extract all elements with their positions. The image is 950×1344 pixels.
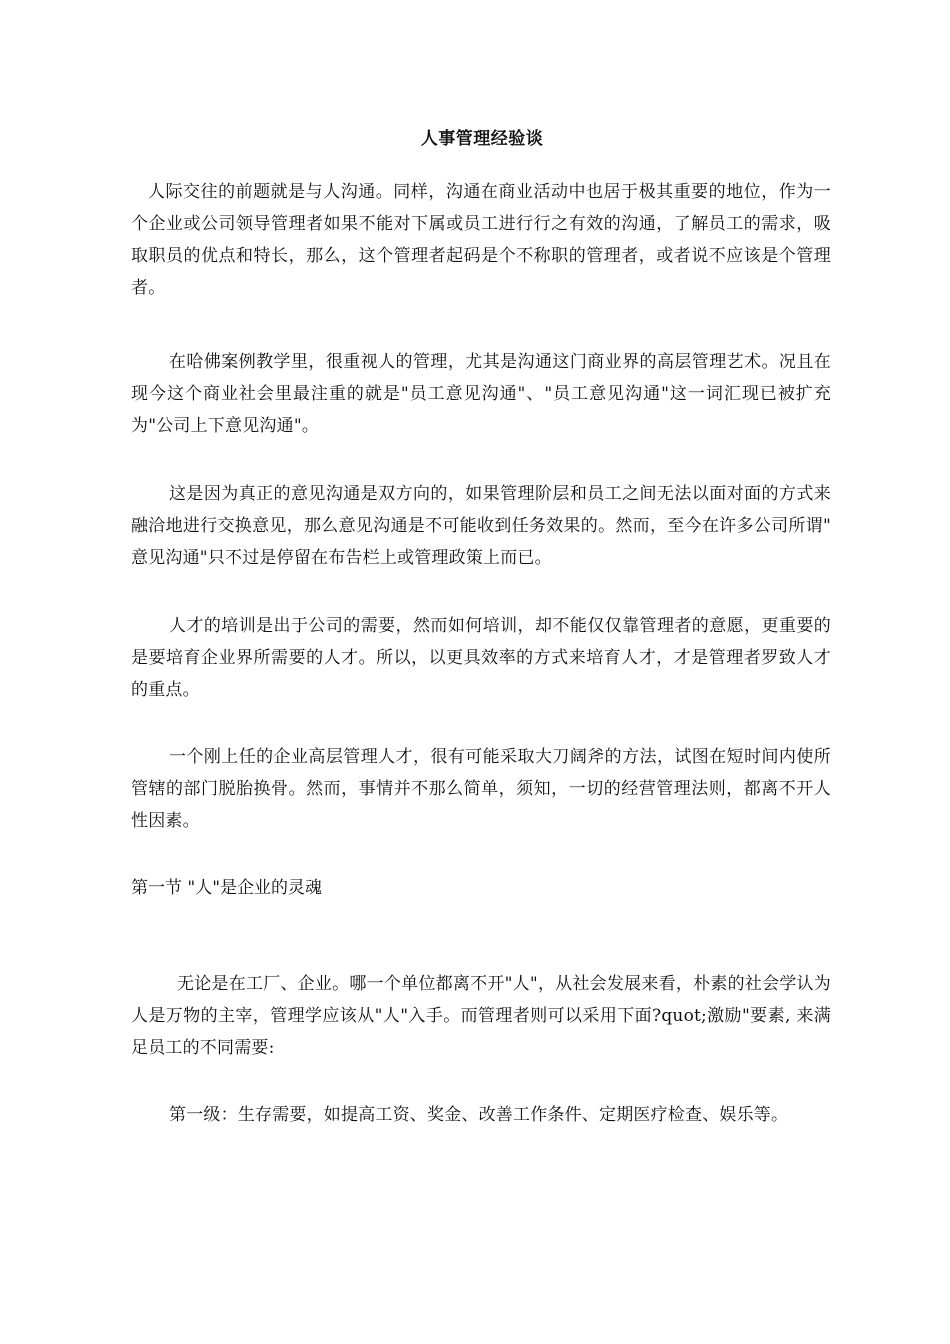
paragraph: 人才的培训是出于公司的需要，然而如何培训，却不能仅仅靠管理者的意愿，更重要的是要培育企业界所需要的人才。所以，以更具效率的方式来培育人才，才是管理者罗致人才的重点。 [131,616,831,700]
paragraph: 这是因为真正的意见沟通是双方向的，如果管理阶层和员工之间无法以面对面的方式来融洽地进行交换意见，那么意见沟通是不可能收到任务效果的。然而，至今在许多公司所谓" 意见沟通"只不过是停留在布告栏上或管理政策上而已。 [131,484,831,568]
section-heading: 第一节 "人"是企业的灵魂 [131,878,323,898]
paragraph: 第一级：生存需要，如提高工资、奖金、改善工作条件、定期医疗检查、娱乐等。 [169,1105,789,1125]
document-title: 人事管理经验谈 [420,129,544,149]
paragraph: 人际交往的前题就是与人沟通。同样，沟通在商业活动中也居于极其重要的地位，作为一个企业或公司领导管理者如果不能对下属或员工进行行之有效的沟通，了解员工的需求，吸取职员的优点和特长，那么，这个管理者起码是个不称职的管理者，或者说不应该是个管理者。 [131,182,831,298]
paragraph: 一个刚上任的企业高层管理人才，很有可能采取大刀阔斧的方法，试图在短时间内使所管辖的部门脱胎换骨。然而，事情并不那么简单，须知，一切的经营管理法则，都离不开人性因素。 [131,747,831,831]
paragraph: 在哈佛案例教学里，很重视人的管理，尤其是沟通这门商业界的高层管理艺术。况且在现今这个商业社会里最注重的就是"员工意见沟通"、"员工意见沟通"这一词汇现已被扩充为"公司上下意见沟通"。 [131,352,831,436]
paragraph: 无论是在工厂、企业。哪一个单位都离不开"人"，从社会发展来看，朴素的社会学认为人是万物的主宰，管理学应该从"人"入手。而管理者则可以采用下面?quot;激励"要素, 来满足员工的不同需要: [131,974,831,1058]
